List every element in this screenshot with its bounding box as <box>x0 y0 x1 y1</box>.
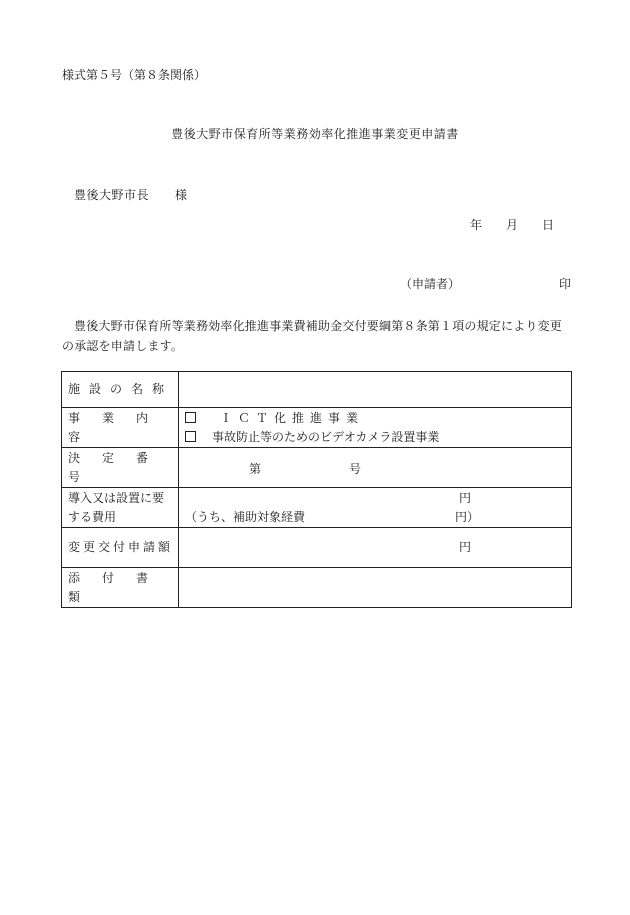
addressee <box>74 188 187 202</box>
request-body-text: 豊後大野市保育所等業務効率化推進事業費補助金交付要綱第８条第１項の規定により変更の承認を申請します。 <box>62 319 563 353</box>
decision-number-field[interactable] <box>179 448 572 488</box>
checkbox-icon[interactable] <box>185 431 196 442</box>
checkbox-icon[interactable] <box>185 412 196 423</box>
table-row <box>62 448 572 488</box>
date-line <box>470 218 554 232</box>
table-row <box>62 528 572 568</box>
decision-number-suffix: 号 <box>349 462 362 476</box>
date-year-label: 年 <box>470 218 483 232</box>
table-row <box>62 372 572 408</box>
change-amount-label: 変更交付申請額 <box>62 528 179 568</box>
table-row <box>62 488 572 528</box>
date-day-label: 日 <box>542 218 555 232</box>
decision-number-label: 決定番号 <box>62 448 179 488</box>
content-options <box>179 408 572 448</box>
applicant-label: （申請者） <box>400 277 461 291</box>
date-month-label: 月 <box>506 218 519 232</box>
facility-name-field[interactable] <box>179 372 572 408</box>
attachments-label: 添付書類 <box>62 568 179 608</box>
addressee-honorific: 様 <box>175 188 188 202</box>
application-table <box>61 371 572 608</box>
table-row <box>62 408 572 448</box>
content-option-camera[interactable]: 事故防止等のためのビデオカメラ設置事業 <box>185 428 571 447</box>
content-label: 事業内容 <box>62 408 179 448</box>
document-title: 豊後大野市保育所等業務効率化推進事業変更申請書 <box>171 127 459 141</box>
cost-subsidy-label: （うち、補助対象経費 <box>185 509 306 524</box>
cost-subsidy-yen-unit: 円） <box>454 509 479 524</box>
decision-number-prefix: 第 <box>249 462 262 476</box>
seal-mark: 印 <box>559 277 572 291</box>
attachments-field[interactable] <box>179 568 572 608</box>
form-number: 様式第５号（第８条関係） <box>62 68 207 82</box>
table-row <box>62 568 572 608</box>
facility-name-label: 施設の名称 <box>62 372 179 408</box>
content-option-ict[interactable]: ＩＣＴ化推進事業 <box>185 409 571 428</box>
cost-field[interactable] <box>179 488 572 528</box>
change-amount-field[interactable] <box>179 528 572 568</box>
cost-label: 導入又は設置に要 する費用 <box>62 488 179 528</box>
cost-yen-unit: 円 <box>458 490 471 505</box>
change-amount-yen-unit: 円 <box>458 540 471 554</box>
addressee-name: 豊後大野市長 <box>74 188 150 202</box>
